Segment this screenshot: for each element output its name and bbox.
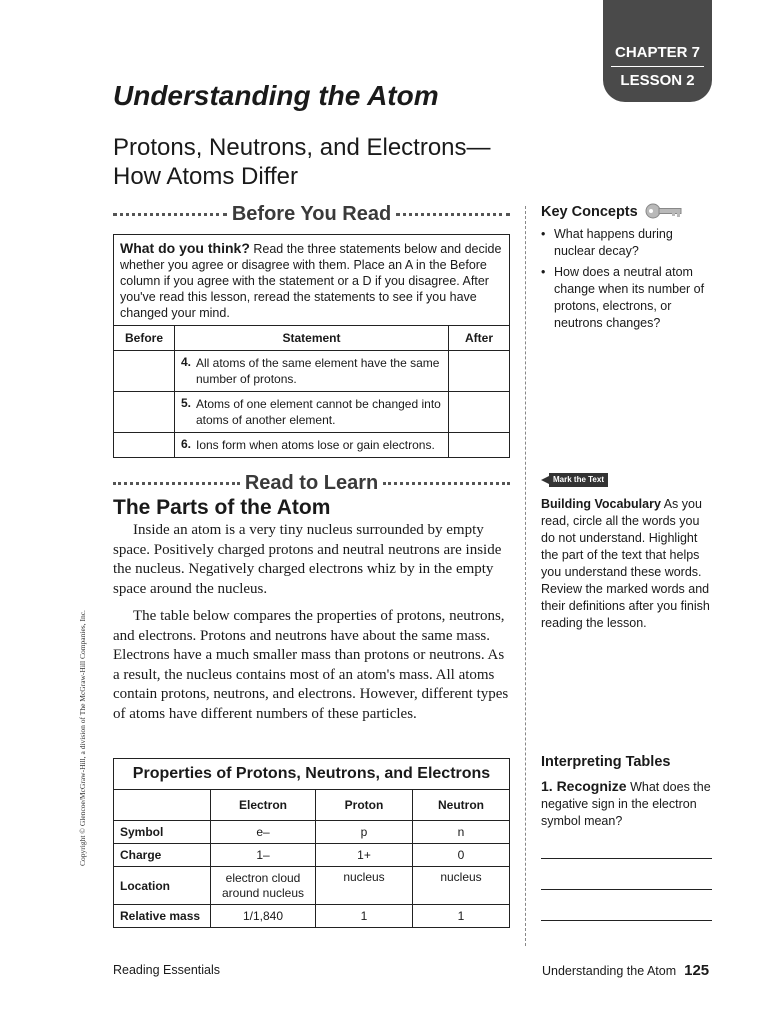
table-caption-row xyxy=(114,759,510,790)
footer-book-title: Reading Essentials xyxy=(113,963,221,977)
body-paragraph-2: The table below compares the properties of protons, neutrons, and electrons. Protons and neutrons have about the same mass. Electrons have a much smaller mass than protons or neutrons. As a result, the nucleus contains most of an atom's mass. All atoms contain protons, neutrons, and electrons. However, different types of atoms have different numbers of these particles. xyxy=(113,608,509,722)
electron-cell: 1– xyxy=(211,844,316,867)
mark-the-text-label: Mark the Text xyxy=(549,473,608,487)
lesson-subtitle xyxy=(113,133,491,191)
dotted-rule-left xyxy=(113,482,240,485)
neutron-cell: n xyxy=(413,821,510,844)
dotted-rule-left xyxy=(113,213,227,216)
electron-cell: 1/1,840 xyxy=(211,905,316,928)
before-answer-cell[interactable] xyxy=(114,433,175,458)
statement-column-header: Statement xyxy=(175,326,449,351)
before-you-read-label: Before You Read xyxy=(231,203,392,225)
electron-header: Electron xyxy=(211,790,316,821)
question-number: 1. Recognize xyxy=(541,778,627,794)
table-row xyxy=(114,867,510,905)
building-vocabulary-title: Building Vocabulary xyxy=(541,497,661,511)
anticipation-guide xyxy=(113,234,510,458)
statement-text: Ions form when atoms lose or gain electrons. xyxy=(194,433,449,458)
key-concepts-label: Key Concepts xyxy=(541,204,638,220)
answer-line[interactable] xyxy=(541,858,712,859)
row-label: Charge xyxy=(114,844,211,867)
statement-text: All atoms of the same element have the same number of protons. xyxy=(194,351,449,392)
building-vocabulary-note xyxy=(541,496,716,632)
proton-cell: p xyxy=(316,821,413,844)
what-do-you-think-label: What do you think? xyxy=(120,240,250,256)
arrow-left-icon xyxy=(541,476,549,484)
list-item: • How does a neutral atom change when its number of protons, electrons, or neutrons changes? xyxy=(541,264,716,332)
proton-header: Proton xyxy=(316,790,413,821)
chapter-label: CHAPTER 7 xyxy=(614,44,700,61)
table-row xyxy=(114,433,509,458)
before-answer-cell[interactable] xyxy=(114,351,175,392)
proton-cell: nucleus xyxy=(316,867,413,905)
anticipation-table xyxy=(114,325,509,457)
subtitle-line-1: Protons, Neutrons, and Electrons— xyxy=(113,134,491,161)
answer-line[interactable] xyxy=(541,920,712,921)
anticipation-instructions xyxy=(114,235,509,325)
after-answer-cell[interactable] xyxy=(449,392,510,433)
read-to-learn-heading xyxy=(113,472,510,495)
tab-divider xyxy=(611,66,704,67)
neutron-cell: 1 xyxy=(413,905,510,928)
read-to-learn-label: Read to Learn xyxy=(244,472,379,494)
table-row xyxy=(114,905,510,928)
statement-number: 4. xyxy=(175,351,195,392)
column-divider xyxy=(525,206,526,946)
page-number: 125 xyxy=(684,962,710,979)
footer-chapter-title: Understanding the Atom xyxy=(542,964,677,978)
properties-table xyxy=(113,758,510,928)
table-row xyxy=(114,392,509,433)
list-item: • What happens during nuclear decay? xyxy=(541,226,716,260)
body-paragraph-1: Inside an atom is a very tiny nucleus surrounded by empty space. Positively charged protons and neutral neutrons are inside the nucleus. Negatively charged electrons whiz by in the empty space around the nucleus. xyxy=(113,522,502,597)
table-row xyxy=(114,821,510,844)
key-icon xyxy=(645,203,683,219)
neutron-cell: nucleus xyxy=(413,867,510,905)
electron-cell: electron cloud around nucleus xyxy=(211,867,316,905)
statement-number: 6. xyxy=(175,433,195,458)
key-concepts-list xyxy=(541,226,716,336)
statement-text: Atoms of one element cannot be changed into atoms of another element. xyxy=(194,392,449,433)
page-title: Understanding the Atom xyxy=(113,80,439,111)
after-answer-cell[interactable] xyxy=(449,351,510,392)
table-row xyxy=(114,844,510,867)
recognize-question xyxy=(541,778,716,830)
neutron-header: Neutron xyxy=(413,790,510,821)
dotted-rule-right xyxy=(383,482,510,485)
empty-header-cell xyxy=(114,790,211,821)
table-header-row xyxy=(114,326,509,351)
row-label: Relative mass xyxy=(114,905,211,928)
lesson-label: LESSON 2 xyxy=(620,72,695,89)
table-caption: Properties of Protons, Neutrons, and Electrons xyxy=(114,759,510,790)
after-column-header: After xyxy=(449,326,510,351)
after-answer-cell[interactable] xyxy=(449,433,510,458)
before-column-header: Before xyxy=(114,326,175,351)
footer-lesson xyxy=(542,962,709,979)
proton-cell: 1+ xyxy=(316,844,413,867)
before-you-read-heading xyxy=(113,203,510,226)
section-title: The Parts of the Atom xyxy=(113,496,331,519)
subtitle-line-2: How Atoms Differ xyxy=(113,163,298,190)
dotted-rule-right xyxy=(396,213,510,216)
key-concepts-heading xyxy=(541,203,683,220)
question-text: What does the negative sign in the electron symbol mean? xyxy=(541,780,711,828)
instructions-text: Read the three statements below and decide whether you agree or disagree with them. Place an A in the Before column if you agree with the statement or a D if you disagree. After you've read this lesson, reread the statements to see if you have changed your mind. xyxy=(120,242,502,320)
table-header-row xyxy=(114,790,510,821)
building-vocabulary-text: As you read, circle all the words you do not understand. Highlight the part of the text that helps you understand these words. Review the marked words and their definitions after you finish reading the lesson. xyxy=(541,497,710,630)
before-answer-cell[interactable] xyxy=(114,392,175,433)
interpreting-tables-heading: Interpreting Tables xyxy=(541,754,671,770)
proton-cell: 1 xyxy=(316,905,413,928)
row-label: Symbol xyxy=(114,821,211,844)
row-label: Location xyxy=(114,867,211,905)
copyright-notice: Copyright © Glencoe/McGraw-Hill, a division of The McGraw-Hill Companies, Inc. xyxy=(78,610,87,866)
table-row xyxy=(114,351,509,392)
chapter-lesson-tab xyxy=(603,0,712,102)
electron-cell: e– xyxy=(211,821,316,844)
neutron-cell: 0 xyxy=(413,844,510,867)
statement-number: 5. xyxy=(175,392,195,433)
answer-line[interactable] xyxy=(541,889,712,890)
